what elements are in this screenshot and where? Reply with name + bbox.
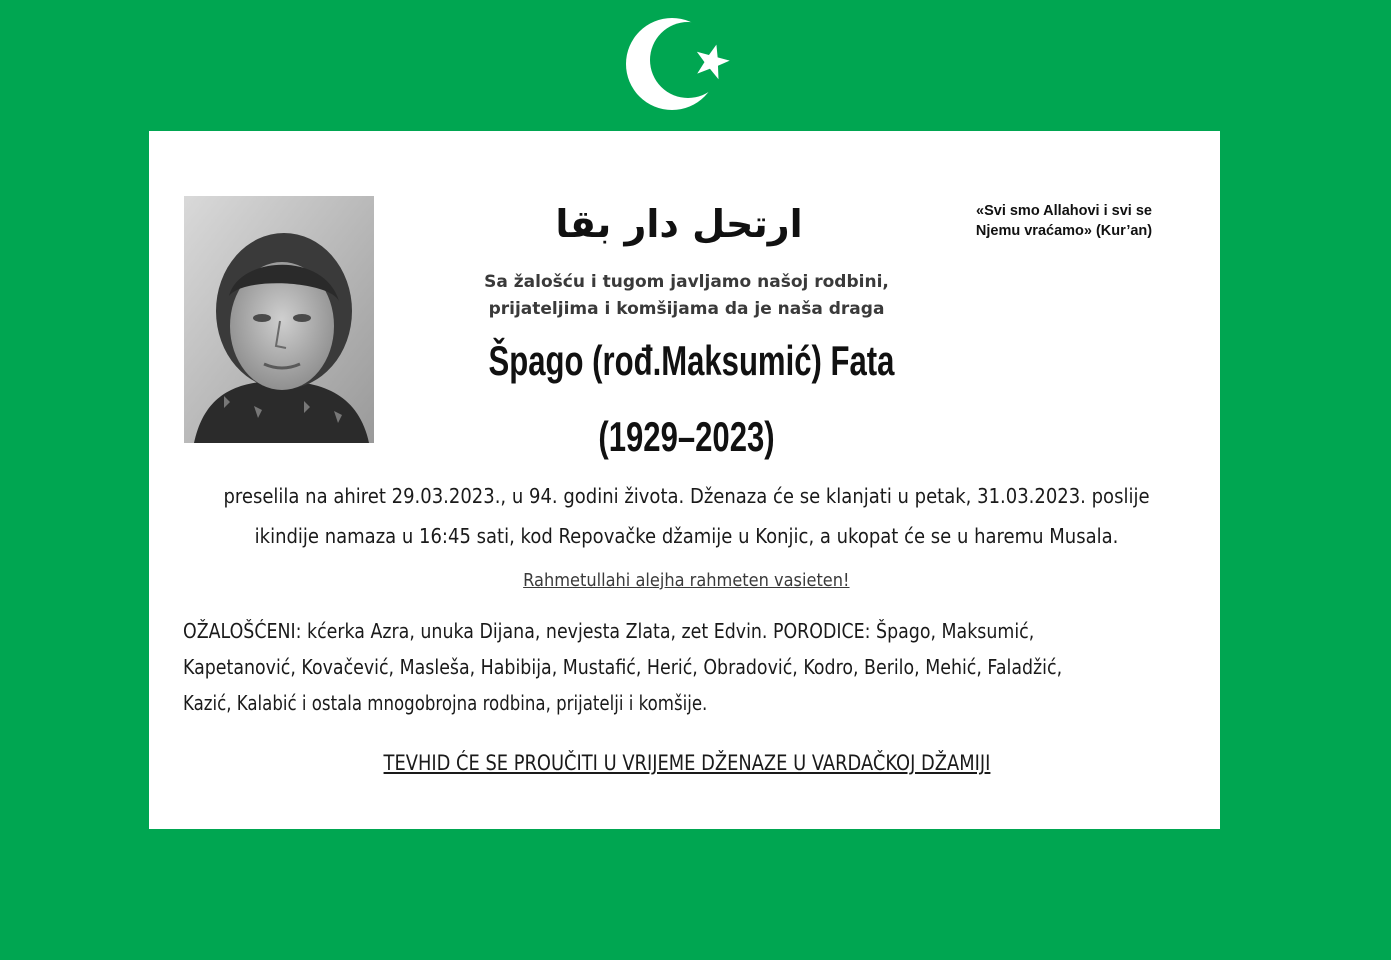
crescent-star-icon — [620, 12, 740, 117]
details-line-1: preselila na ahiret 29.03.2023., u 94. godini života. Dženaza će se klanjati u petak, 31.03.2023. poslije — [223, 484, 1150, 508]
intro-line-1: Sa žalošću i tugom javljamo našoj rodbini, — [484, 272, 889, 292]
mourners-list — [183, 613, 1187, 721]
obituary-card — [149, 131, 1220, 829]
prayer-line: Rahmetullahi alejha rahmeten vasieten! — [523, 570, 850, 591]
quote-line-1: «Svi smo Allahovi i svi se — [976, 203, 1152, 219]
intro-text — [439, 269, 934, 323]
tevhid-notice — [169, 745, 1204, 781]
funeral-details — [169, 476, 1204, 556]
deceased-years: (1929–2023) — [598, 413, 775, 460]
tevhid-line: TEVHID ĆE SE PROUČITI U VRIJEME DŽENAZE U VARDAČKOJ DŽAMIJI — [383, 751, 990, 775]
quran-quote — [944, 201, 1184, 241]
mourners-line-2: Kapetanović, Kovačević, Masleša, Habibija, Mustafić, Herić, Obradović, Kodro, Berilo, Mehić, Faladžić, — [183, 655, 1063, 679]
deceased-name: Špago (rođ.Maksumić) Fata — [488, 337, 895, 384]
quote-line-2: Njemu vraćamo» (Kur’an) — [975, 223, 1153, 239]
prayer-text — [169, 567, 1204, 595]
svg-text:ارتحل دار بقا: ارتحل دار بقا — [555, 202, 803, 246]
intro-line-2: prijateljima i komšijama da je naša draga — [488, 299, 885, 319]
mourners-line-3: Kazić, Kalabić i ostala mnogobrojna rodbina, prijatelji i komšije. — [183, 691, 708, 715]
mourners-line-1: OŽALOŠĆENI: kćerka Azra, unuka Dijana, nevjesta Zlata, zet Edvin. PORODICE: Špago, Maksumić, — [183, 619, 1035, 643]
details-line-2: ikindije namaza u 16:45 sati, kod Repovačke džamije u Konjic, a ukopat će se u haremu Musala. — [254, 524, 1119, 548]
portrait-photo — [184, 196, 374, 443]
arabic-calligraphy — [555, 189, 803, 259]
